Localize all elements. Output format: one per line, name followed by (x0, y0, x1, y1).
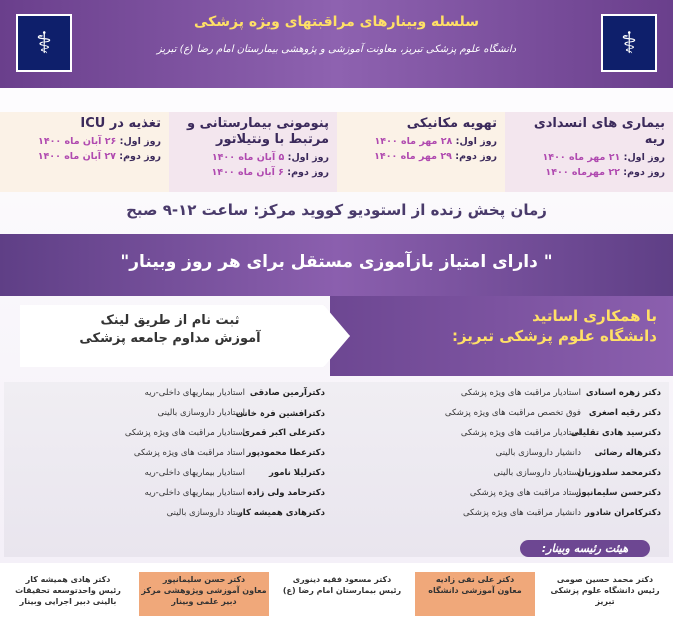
faculty-list-left (7, 388, 325, 528)
topic-card (505, 112, 673, 192)
collab-line2: دانشگاه علوم پزشکی تبریز: (451, 327, 657, 345)
caduceus-icon: ⚕ (35, 25, 53, 61)
board-member-name: دکتر حسن سلیمانپور (162, 575, 246, 584)
registration-line2: آموزش مداوم جامعه پزشکی (79, 331, 261, 346)
poster-subtitle: دانشگاه علوم پزشکی تبریز، معاونت آموزشی و پژوهشی بیمارستان امام رضا (ع) تبریز (156, 44, 517, 55)
topic-title: تغذیه در ICU (80, 116, 161, 131)
topic-card (0, 112, 169, 192)
board-member-role: معاون آموزشی وپژوهشی مرکز دبیر علمی وبینار (141, 586, 267, 606)
list-item: دکترسید هادی تقلیلی استادیار مراقبت های ویژه پزشکی (460, 428, 661, 438)
board-label: هیئت رئیسه وبینار: (520, 540, 650, 557)
collab-line1: با همکاری اساتید (532, 307, 657, 325)
board-member-name: دکتر علی تقی زادیه (435, 575, 515, 584)
broadcast-time: زمان پخش زنده از استودیو کووید مرکز: ساعت ۱۲-۹ صبح (126, 201, 547, 219)
topic-day1: روز اول: ۵ آبان ماه ۱۴۰۰ (211, 152, 329, 163)
list-item: دکترکامران شادور دانشیار مراقبت های ویژه پزشکی (462, 508, 661, 518)
registration-text (20, 312, 320, 348)
board-member-name: دکتر هادی همیشه کار (25, 575, 111, 584)
topic-day2: روز دوم: ۶ آبان ماه ۱۴۰۰ (211, 167, 329, 178)
list-item: دکترهادی همیشه کار استاد داروسازی بالینی (166, 508, 325, 518)
poster-title: سلسله وبینارهای مراقبتهای ویژه پزشکی (193, 14, 479, 30)
list-item: دکترحسن سلیمانپور استاد مراقبت های ویژه پزشکی (469, 488, 661, 498)
board-member-role: رئیس دانشگاه علوم پزشکی تبریز (550, 586, 660, 606)
board-member-name: دکتر محمد حسین صومی (556, 575, 654, 584)
list-item: دکتر زهره اسنادی استادیار مراقبت های ویژه پزشکی (460, 388, 661, 398)
list-item: دکترافشین فرہ خانی استادیار داروسازی بالینی (157, 408, 325, 419)
list-item: دکتر رقیه اصغری فوق تخصص مراقبت های ویژه پزشکی (444, 408, 661, 418)
list-item: دکترعلی اکبر قمری استادیار مراقبت های ویژه پزشکی (124, 428, 325, 438)
board-member (277, 572, 407, 616)
board-member-role: معاون آموزشی دانشگاه (428, 586, 522, 595)
topic-card (337, 112, 505, 192)
board-member (5, 572, 131, 616)
topic-day1: روز اول: ۲۶ آبان ماه ۱۴۰۰ (38, 136, 161, 147)
topic-title: تهویه مکانیکی (406, 116, 497, 131)
topic-day2: روز دوم: ۲۲ مهرماه ۱۴۰۰ (545, 167, 665, 178)
caduceus-icon: ⚕ (620, 25, 638, 61)
topic-day1: روز اول: ۲۱ مهر ماه ۱۴۰۰ (542, 152, 665, 163)
board-member-role: رئیس واحدتوسعه تحقیقات بالینی دبیر اجرایی وبینار (15, 586, 121, 606)
list-item: دکترمحمد سلدوزیان استادیار داروسازی بالینی (493, 468, 661, 478)
topic-day2: روز دوم: ۲۹ مهر ماه ۱۴۰۰ (374, 151, 497, 162)
credit-text: " دارای امتیاز بازآموزی مستقل برای هر روز وبینار" (120, 252, 553, 272)
university-logo-left (16, 14, 72, 72)
registration-line1: ثبت نام از طریق لینک (100, 313, 240, 328)
topic-title: بیماری های انسدادی ریه (533, 116, 665, 147)
board-member (543, 572, 667, 616)
list-item: دکترعطا محمودپور استاد مراقبت های ویژه پزشکی (133, 448, 325, 458)
list-item: دکترهاله رضائی دانشیار داروسازی بالینی (495, 448, 661, 458)
topic-card (169, 112, 337, 192)
faculty-list-right (343, 388, 661, 528)
board-member (415, 572, 535, 616)
topic-day2: روز دوم: ۲۷ آبان ماه ۱۴۰۰ (37, 151, 161, 162)
board-member (139, 572, 269, 616)
university-logo-right (601, 14, 657, 72)
list-item: دکترحامد ولی زاده استادیار بیماریهای داخلی-ریه (144, 488, 325, 498)
board-member-name: دکتر مسعود فقیه دینوری (292, 575, 392, 584)
list-item: دکترلیلا نامور استادیار بیماریهای داخلی-ریه (144, 468, 325, 478)
list-item: دکترآرمین صادقی استادیار بیماریهای داخلی-ریه (144, 388, 325, 398)
topics-strip (0, 112, 673, 192)
topic-title: پنومونی بیمارستانی و مرتبط با ونتیلاتور (187, 116, 329, 147)
board-member-role: رئیس بیمارستان امام رضا (ع) (282, 586, 402, 595)
topic-day1: روز اول: ۲۸ مهر ماه ۱۴۰۰ (374, 136, 497, 147)
collab-text (452, 306, 657, 346)
